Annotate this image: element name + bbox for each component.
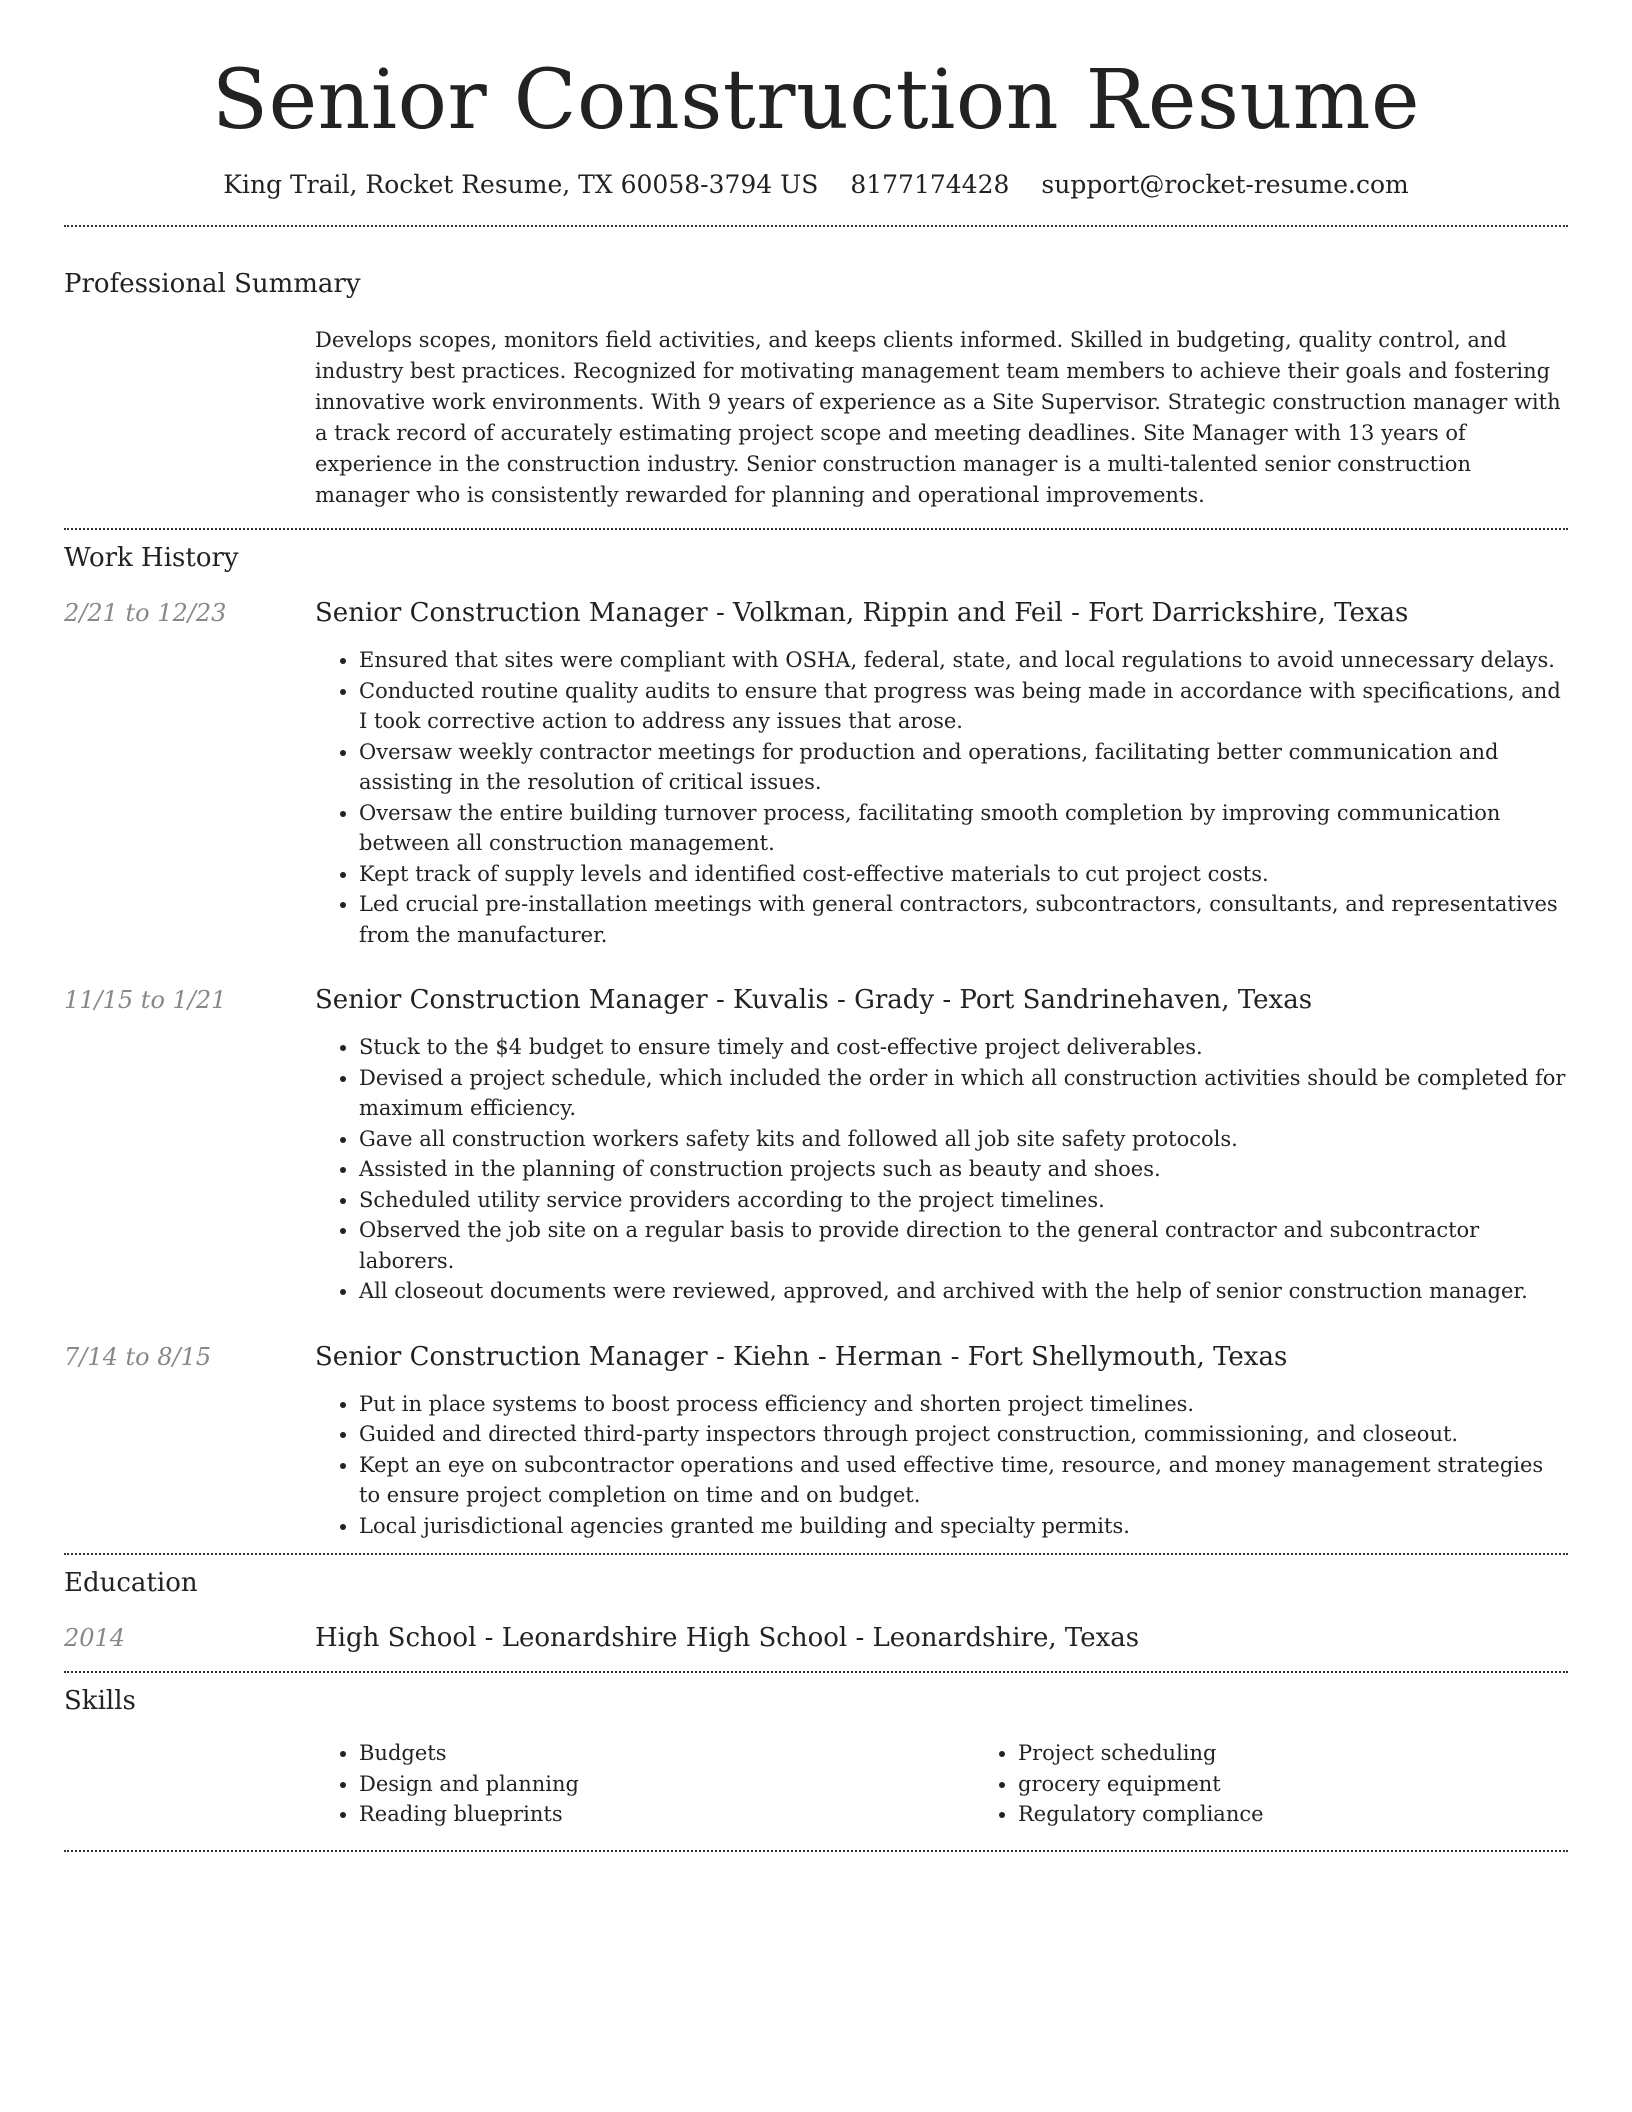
list-item: • Project scheduling <box>1018 1738 1632 1769</box>
contact-email: support@rocket-resume.com <box>1041 170 1409 200</box>
contact-address: King Trail, Rocket Resume, TX 60058-3794 US <box>223 170 819 200</box>
list-item: • Guided and directed third-party inspectors through project construction, commissioning, and closeout. <box>359 1419 1568 1450</box>
resume-title: Senior Construction Resume <box>211 53 1421 148</box>
divider <box>64 1671 1568 1673</box>
job-dates: 7/14 to 8/15 <box>64 1342 212 1371</box>
list-item: • Gave all construction workers safety kits and followed all job site safety protocols. <box>359 1124 1568 1155</box>
job-dates: 11/15 to 1/21 <box>64 986 227 1015</box>
summary-row <box>64 325 1568 511</box>
list-item: • Observed the job site on a regular basis to provide direction to the general contractor and subcontractor laborers. <box>359 1215 1568 1276</box>
list-item: • Conducted routine quality audits to ensure that progress was being made in accordance with specifications, and I took corrective action to address any issues that arose. <box>359 676 1568 737</box>
list-item: • Assisted in the planning of construction projects such as beauty and shoes. <box>359 1154 1568 1185</box>
job-heading: Senior Construction Manager - Volkman, Rippin and Feil - Fort Darrickshire, Texas <box>315 598 1409 629</box>
job-heading: Senior Construction Manager - Kuvalis - Grady - Port Sandrinehaven, Texas <box>315 985 1313 1016</box>
list-item: • Design and planning <box>359 1769 974 1800</box>
divider <box>64 1850 1568 1852</box>
contact-line <box>64 170 1568 199</box>
skills-list-right <box>974 1738 1632 1830</box>
list-item: • Kept an eye on subcontractor operations and used effective time, resource, and money management strategies to ensure project completion on time and on budget. <box>359 1450 1568 1511</box>
skills-list-left <box>315 1738 974 1830</box>
divider <box>64 225 1568 227</box>
list-item: • Oversaw the entire building turnover process, facilitating smooth completion by improving communication between all construction management. <box>359 798 1568 859</box>
job-heading: Senior Construction Manager - Kiehn - Herman - Fort Shellymouth, Texas <box>315 1341 1288 1372</box>
skills-row <box>64 1738 1568 1830</box>
education-entry <box>64 1623 1568 1653</box>
education-year: 2014 <box>64 1624 126 1653</box>
job-entry <box>64 598 1568 950</box>
job-dates: 2/21 to 12/23 <box>64 599 227 628</box>
list-item: • Led crucial pre-installation meetings with general contractors, subcontractors, consultants, and representatives from the manufacturer. <box>359 889 1568 950</box>
summary-heading: Professional Summary <box>64 269 361 300</box>
job-entry <box>64 1342 1568 1542</box>
job-bullets <box>315 1032 1568 1307</box>
list-item: • Oversaw weekly contractor meetings for production and operations, facilitating better communication and assisting in the resolution of critical issues. <box>359 737 1568 798</box>
job-entry <box>64 985 1568 1307</box>
list-item: • Ensured that sites were compliant with OSHA, federal, state, and local regulations to avoid unnecessary delays. <box>359 645 1568 676</box>
contact-phone: 8177174428 <box>850 170 1010 200</box>
job-bullets <box>315 1389 1568 1542</box>
job-bullets <box>315 645 1568 950</box>
education-heading: Education <box>64 1568 198 1599</box>
list-item: • Devised a project schedule, which included the order in which all construction activities should be completed for maximum efficiency. <box>359 1063 1568 1124</box>
list-item: • Stuck to the $4 budget to ensure timely and cost-effective project deliverables. <box>359 1032 1568 1063</box>
list-item: • Regulatory compliance <box>1018 1799 1632 1830</box>
list-item: • Budgets <box>359 1738 974 1769</box>
list-item: • Put in place systems to boost process efficiency and shorten project timelines. <box>359 1389 1568 1420</box>
list-item: • grocery equipment <box>1018 1769 1632 1800</box>
work-history-heading: Work History <box>64 543 239 574</box>
divider <box>64 528 1568 530</box>
summary-spacer <box>64 325 315 511</box>
list-item: • Reading blueprints <box>359 1799 974 1830</box>
list-item: • Local jurisdictional agencies granted me building and specialty permits. <box>359 1511 1568 1542</box>
skills-heading: Skills <box>64 1686 136 1717</box>
list-item: • Scheduled utility service providers according to the project timelines. <box>359 1185 1568 1216</box>
list-item: • Kept track of supply levels and identified cost-effective materials to cut project costs. <box>359 859 1568 890</box>
summary-text: Develops scopes, monitors field activities, and keeps clients informed. Skilled in budgeting, quality control, and industry best practices. Recognized for motivating management team members to achieve their goals and fostering innovative work environments. With 9 years of experience as a Site Supervisor. Strategic construction manager with a track record of accurately estimating project scope and meeting deadlines. Site Manager with 13 years of experience in the construction industry. Senior construction manager is a multi-talented senior construction manager who is consistently rewarded for planning and operational improvements. <box>315 328 1561 508</box>
list-item: • All closeout documents were reviewed, approved, and archived with the help of senior construction manager. <box>359 1276 1568 1307</box>
skills-spacer <box>64 1738 315 1830</box>
divider <box>64 1553 1568 1555</box>
education-heading-text: High School - Leonardshire High School - Leonardshire, Texas <box>315 1623 1140 1654</box>
